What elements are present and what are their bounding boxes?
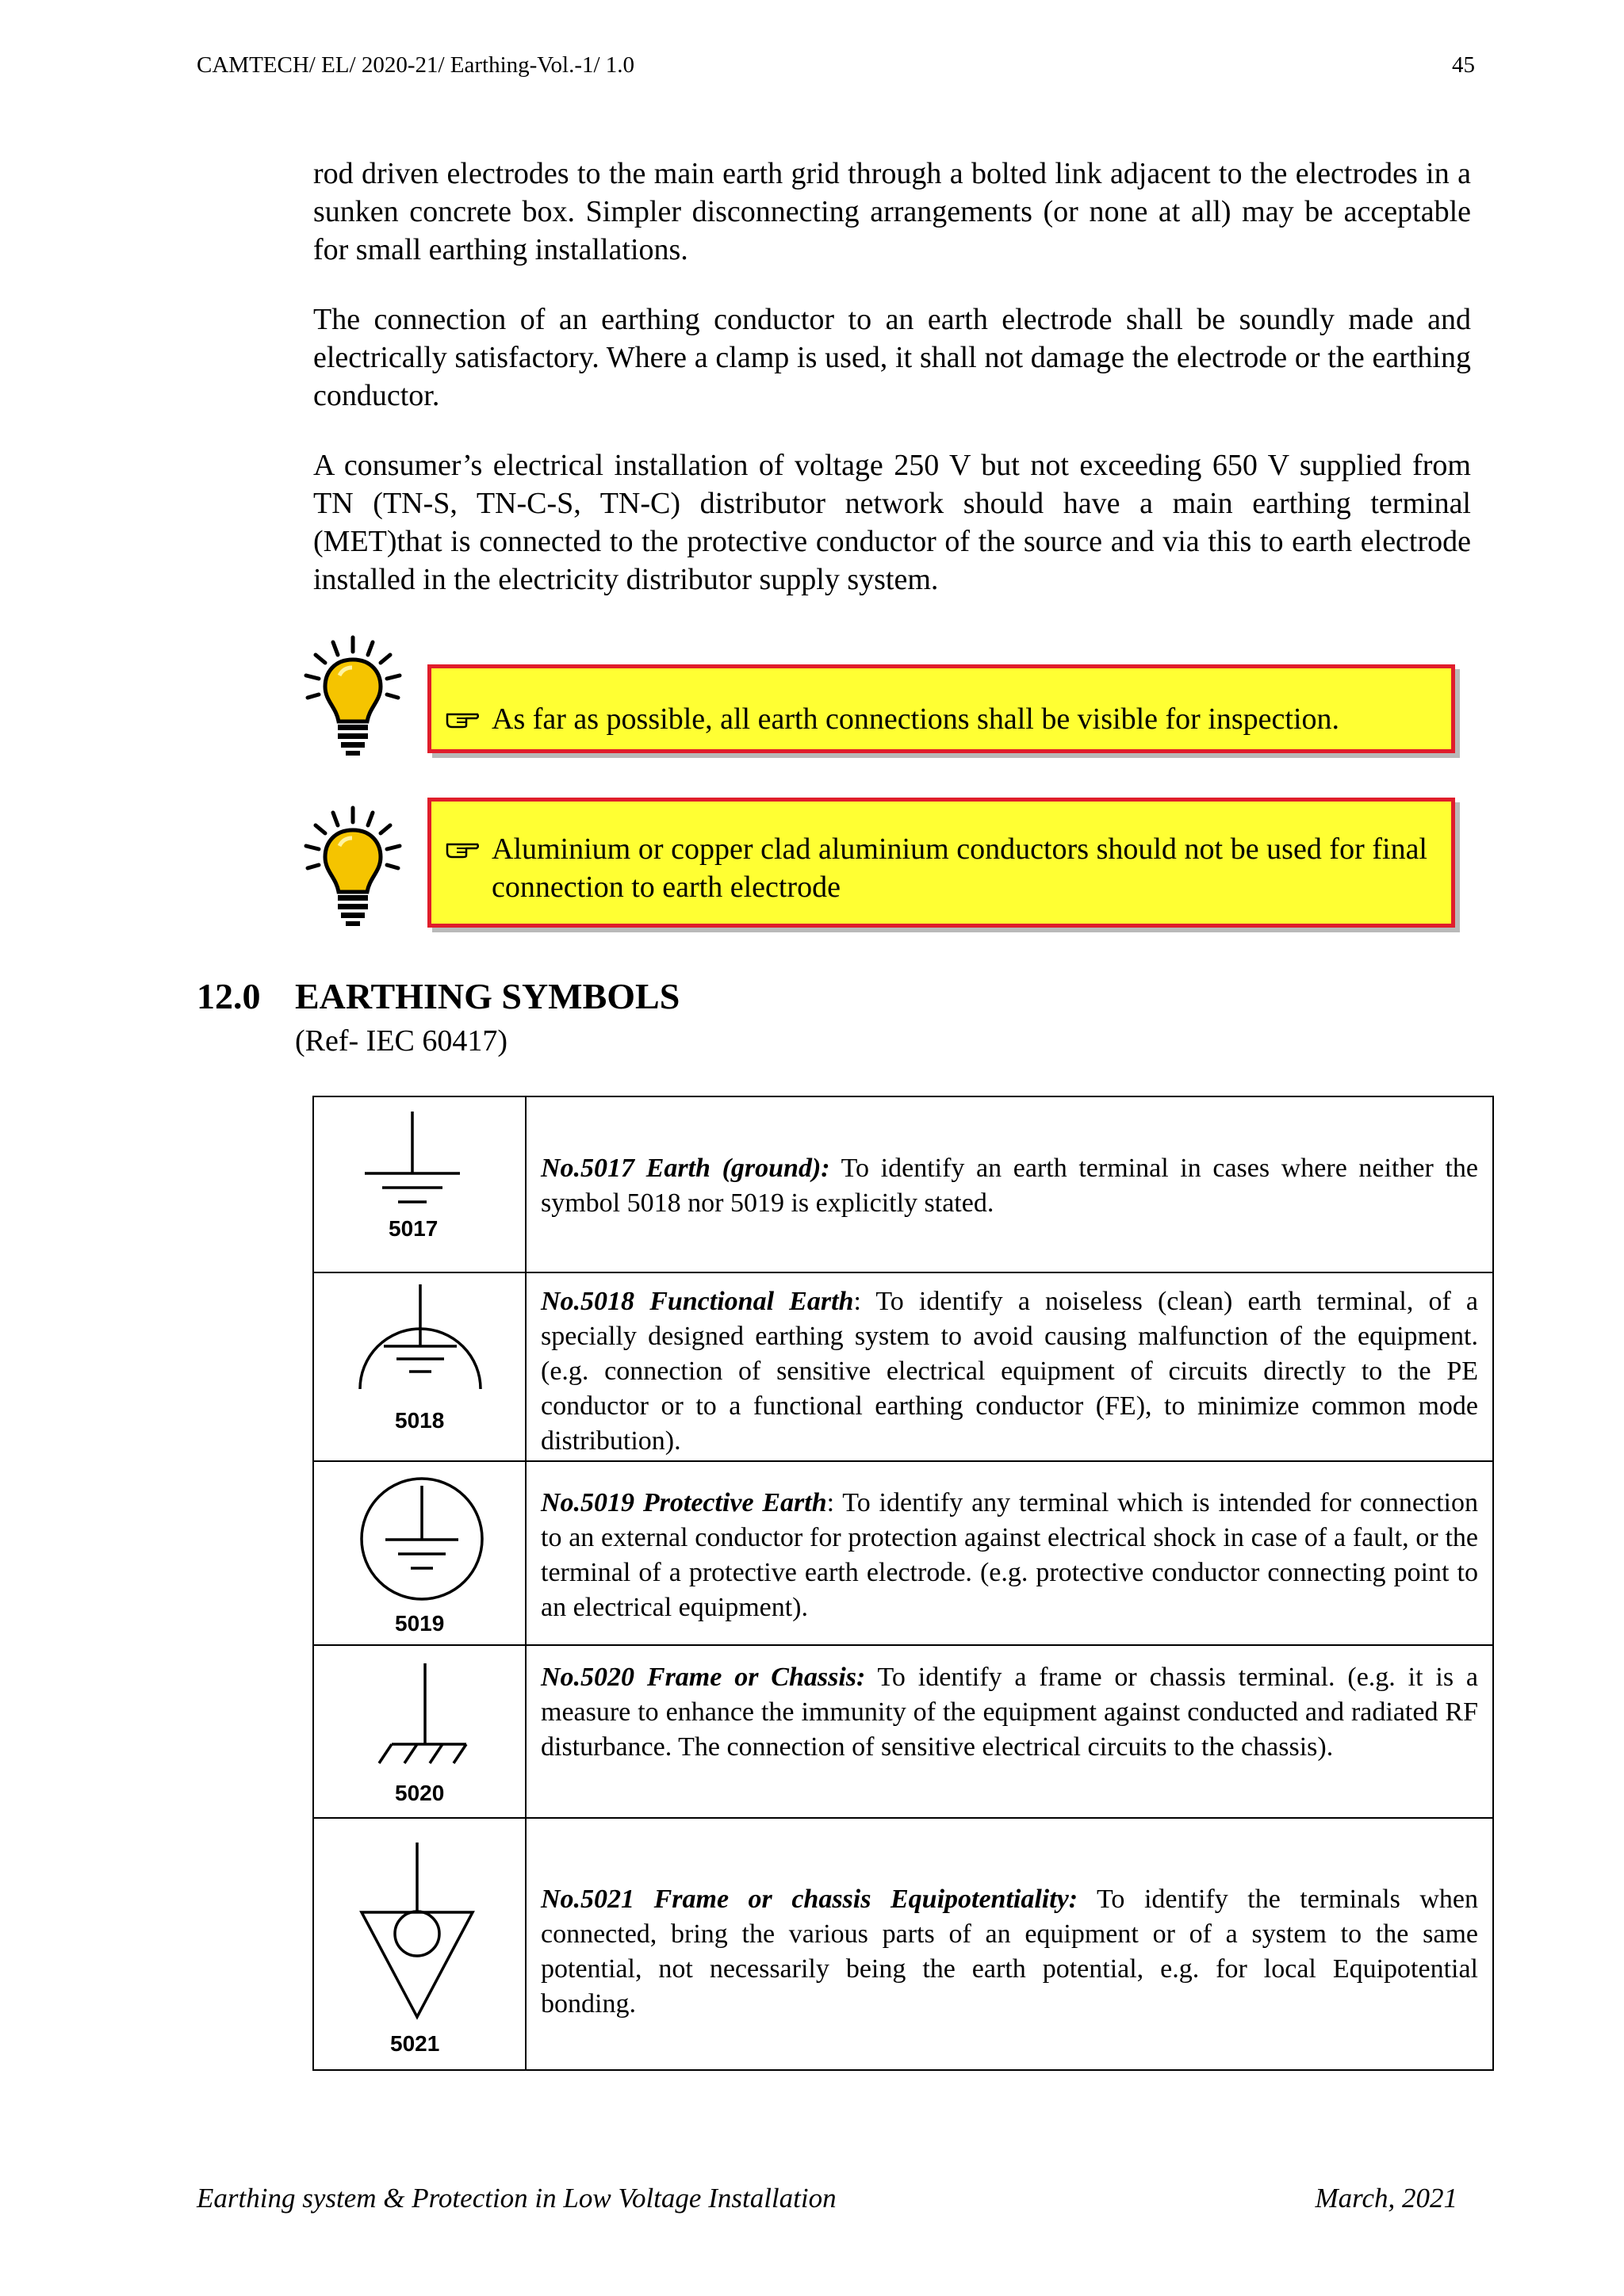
section-number: 12.0	[197, 976, 261, 1016]
symbol-text: : To identify any terminal which is intended for connection to an external conductor for protection against electrical shock in case of a fault, or the terminal of a protective earth electrode. (e.g. protective conductor connecting point to an electrical equipment).	[541, 1488, 1478, 1622]
light-bulb-icon	[301, 805, 404, 930]
header-doc-ref: CAMTECH/ EL/ 2020-21/ Earthing-Vol.-1/ 1.0	[197, 52, 635, 78]
paragraph: The connection of an earthing conductor to an earth electrode shall be soundly made and electrically satisfactory. Where a clamp is used, it shall not damage the electrode or the earthing conductor.	[313, 303, 1471, 412]
symbol-cell	[313, 1461, 526, 1645]
footer-title: Earthing system & Protection in Low Voltage Installation	[197, 2183, 837, 2214]
earth-ground-icon	[314, 1097, 525, 1273]
symbol-text: To identify the terminals when connected, bring the various parts of an equipment or of a system to the same potential, not necessarily being the earth potential, e.g. for local Equipotential bonding.	[541, 1885, 1479, 2019]
symbol-title: No.5018 Functional Earth	[541, 1287, 854, 1316]
earthing-symbols-table	[312, 1096, 1494, 2071]
symbol-title: No.5021 Frame or chassis Equipotentiality:	[541, 1885, 1078, 1914]
footer-date: March, 2021	[1315, 2183, 1457, 2214]
light-bulb-icon	[301, 634, 404, 760]
symbol-code: 5019	[395, 1611, 445, 1636]
note-text: Aluminium or copper clad aluminium conductors should not be used for final connection to earth electrode	[492, 832, 1427, 904]
symbol-cell	[313, 1272, 526, 1461]
symbol-cell	[313, 1645, 526, 1818]
inspection-note	[427, 664, 1455, 753]
functional-earth-icon	[314, 1273, 525, 1462]
symbol-cell	[313, 1818, 526, 2070]
symbol-text: : To identify a noiseless (clean) earth terminal, of a specially designed earthing system to avoid causing malfunction of the equipment. (e.g. connection of sensitive electrical equipment of circuits directly to the PE conductor or to a functional earthing conductor (FE), to minimize common mode distribution).	[541, 1287, 1479, 1456]
symbol-code: 5018	[395, 1408, 445, 1433]
symbol-description	[526, 1461, 1493, 1645]
symbol-title: No.5017 Earth (ground):	[541, 1154, 830, 1183]
symbol-title: No.5020 Frame or Chassis:	[541, 1663, 866, 1692]
section-heading	[197, 975, 680, 1017]
pointing-hand-icon	[446, 838, 479, 859]
section-title: EARTHING SYMBOLS	[295, 976, 680, 1016]
paragraph: rod driven electrodes to the main earth grid through a bolted link adjacent to the electrodes in a sunken concrete box. Simpler disconnecting arrangements (or none at all) may be acceptable for small earthing installations.	[313, 157, 1471, 266]
pointing-hand-icon	[446, 708, 479, 729]
table-row	[313, 1272, 1493, 1461]
paragraph: A consumer’s electrical installation of voltage 250 V but not exceeding 650 V supplied from TN (TN-S, TN-C-S, TN-C) distributor network should have a main earthing terminal (MET)that is connected to the protective conductor of the source and via this to earth electrode installed in the electricity distributor supply system.	[313, 449, 1471, 596]
symbol-description	[526, 1645, 1493, 1818]
symbol-text: To identify a frame or chassis terminal. (e.g. it is a measure to enhance the immunity of the equipment against conducted and radiated RF disturbance. The connection of sensitive electrical circuits to the chassis).	[541, 1663, 1478, 1762]
symbol-code: 5017	[389, 1216, 439, 1241]
table-row	[313, 1645, 1493, 1818]
symbol-text: To identify an earth terminal in cases where neither the symbol 5018 nor 5019 is explicitly stated.	[541, 1154, 1478, 1218]
table-row	[313, 1818, 1493, 2070]
table-row	[313, 1461, 1493, 1645]
table-row	[313, 1096, 1493, 1272]
section-reference: (Ref- IEC 60417)	[295, 1024, 508, 1058]
symbol-description	[526, 1818, 1493, 2070]
symbol-description	[526, 1096, 1493, 1272]
page-number: 45	[1452, 52, 1475, 78]
symbol-description	[526, 1272, 1493, 1461]
symbol-cell	[313, 1096, 526, 1272]
note-text: As far as possible, all earth connections shall be visible for inspection.	[492, 702, 1340, 736]
symbol-code: 5021	[390, 2031, 440, 2056]
aluminium-note	[427, 798, 1455, 928]
symbol-title: No.5019 Protective Earth	[541, 1488, 827, 1517]
symbol-code: 5020	[395, 1781, 445, 1805]
